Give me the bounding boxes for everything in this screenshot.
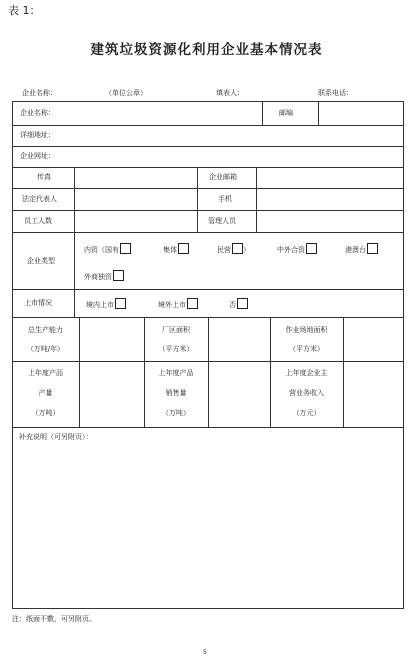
- output-label-2: 产量: [38, 389, 53, 397]
- ownership-option-label: 集体: [163, 246, 177, 254]
- meta-filler-label: 填表人：: [216, 89, 244, 97]
- checkbox[interactable]: [178, 243, 189, 254]
- checkbox[interactable]: [306, 243, 317, 254]
- col-divider: [74, 167, 75, 232]
- ownership-option-hk-macau-tw: [345, 243, 378, 254]
- staff-count-label: 员工人数: [24, 217, 52, 225]
- row-divider: [12, 210, 404, 211]
- listing-option-label: 否: [229, 301, 236, 309]
- address-label: 详细地址：: [20, 131, 55, 139]
- sales-unit: （万吨）: [162, 409, 190, 417]
- row-divider: [12, 188, 404, 189]
- plant-area-unit: （平方米）: [158, 345, 194, 353]
- table-border-left: [12, 101, 13, 608]
- col-divider: [262, 101, 263, 125]
- ownership-option-label: 内资（国有: [84, 246, 119, 254]
- col-divider: [197, 167, 198, 232]
- company-name-label: 企业名称：: [20, 109, 55, 117]
- postal-code-label: 邮编: [279, 109, 293, 117]
- checkbox[interactable]: [237, 298, 248, 309]
- ownership-option-foreign: [84, 270, 124, 281]
- website-label: 企业网址：: [20, 152, 55, 160]
- meta-seal-label: （单位公章）: [105, 89, 147, 97]
- row-divider: [12, 125, 404, 126]
- ownership-option-private: [217, 243, 250, 254]
- revenue-label-2: 营业务收入: [289, 389, 324, 397]
- checkbox[interactable]: [115, 298, 126, 309]
- row-divider: [12, 146, 404, 147]
- managers-label: 管理人员: [208, 217, 236, 225]
- ownership-option-label: 中外合资: [277, 246, 305, 254]
- fax-label: 传真: [37, 173, 51, 181]
- col-divider: [318, 101, 319, 125]
- checkbox[interactable]: [120, 243, 131, 254]
- listing-option-overseas: [158, 298, 198, 309]
- sales-label: 上年度产品: [158, 369, 194, 377]
- mobile-label: 手机: [218, 195, 232, 203]
- work-area-unit: （平方米）: [289, 345, 324, 353]
- meta-company-label: 企业名称：: [22, 89, 57, 97]
- meta-phone-label: 联系电话：: [318, 89, 353, 97]
- output-unit: （万吨）: [31, 409, 60, 417]
- table-border-right: [403, 101, 404, 608]
- checkbox[interactable]: [113, 270, 124, 281]
- col-divider: [256, 167, 257, 232]
- ownership-option-label: 外商独资: [84, 273, 112, 281]
- col-divider: [74, 232, 75, 317]
- listing-option-label: 境内上市: [86, 301, 114, 309]
- ownership-option-label: 港澳台: [345, 246, 366, 254]
- output-label: 上年度产品: [28, 369, 63, 377]
- checkbox[interactable]: [187, 298, 198, 309]
- listing-option-no: [229, 298, 248, 309]
- ownership-option-sino-foreign: [277, 243, 317, 254]
- table-border-top: [12, 101, 404, 102]
- legal-rep-label: 法定代表人: [22, 195, 57, 203]
- table-border-bottom: [12, 608, 404, 609]
- row-divider: [12, 427, 404, 428]
- remarks-label: 补充说明（可另附页）：: [19, 433, 93, 441]
- listing-status-label: 上市情况: [24, 299, 52, 307]
- footer-note: 注：纸面不敷，可另附页。: [12, 615, 96, 623]
- plant-area-label: 厂区面积: [162, 326, 190, 334]
- revenue-unit: （万元）: [292, 409, 321, 417]
- col-divider: [79, 317, 80, 427]
- page-number: 5: [203, 649, 207, 656]
- total-capacity-unit: （万吨/年）: [26, 345, 65, 353]
- col-divider: [343, 317, 344, 427]
- page-title: 建筑垃圾资源化利用企业基本情况表: [90, 42, 323, 58]
- row-divider: [12, 232, 404, 233]
- work-area-label: 作业场地面积: [285, 326, 328, 334]
- enterprise-type-label: 企业类型: [27, 257, 55, 265]
- sales-label-2: 销售量: [165, 389, 187, 397]
- col-divider: [208, 317, 209, 427]
- ownership-option-state: [84, 243, 131, 254]
- checkbox[interactable]: [367, 243, 378, 254]
- email-label: 企业邮箱: [209, 173, 237, 181]
- row-divider: [12, 289, 404, 290]
- listing-option-domestic: [86, 298, 126, 309]
- revenue-label: 上年度企业主: [285, 369, 328, 377]
- total-capacity-label: 总生产能力: [28, 326, 63, 334]
- listing-option-label: 境外上市: [158, 301, 186, 309]
- table-label: 表 1：: [8, 4, 41, 17]
- row-divider: [12, 167, 404, 168]
- checkbox[interactable]: [232, 243, 243, 254]
- ownership-option-collective: [163, 243, 189, 254]
- ownership-option-label: 民营: [217, 246, 231, 254]
- closing-paren: ）: [243, 246, 250, 254]
